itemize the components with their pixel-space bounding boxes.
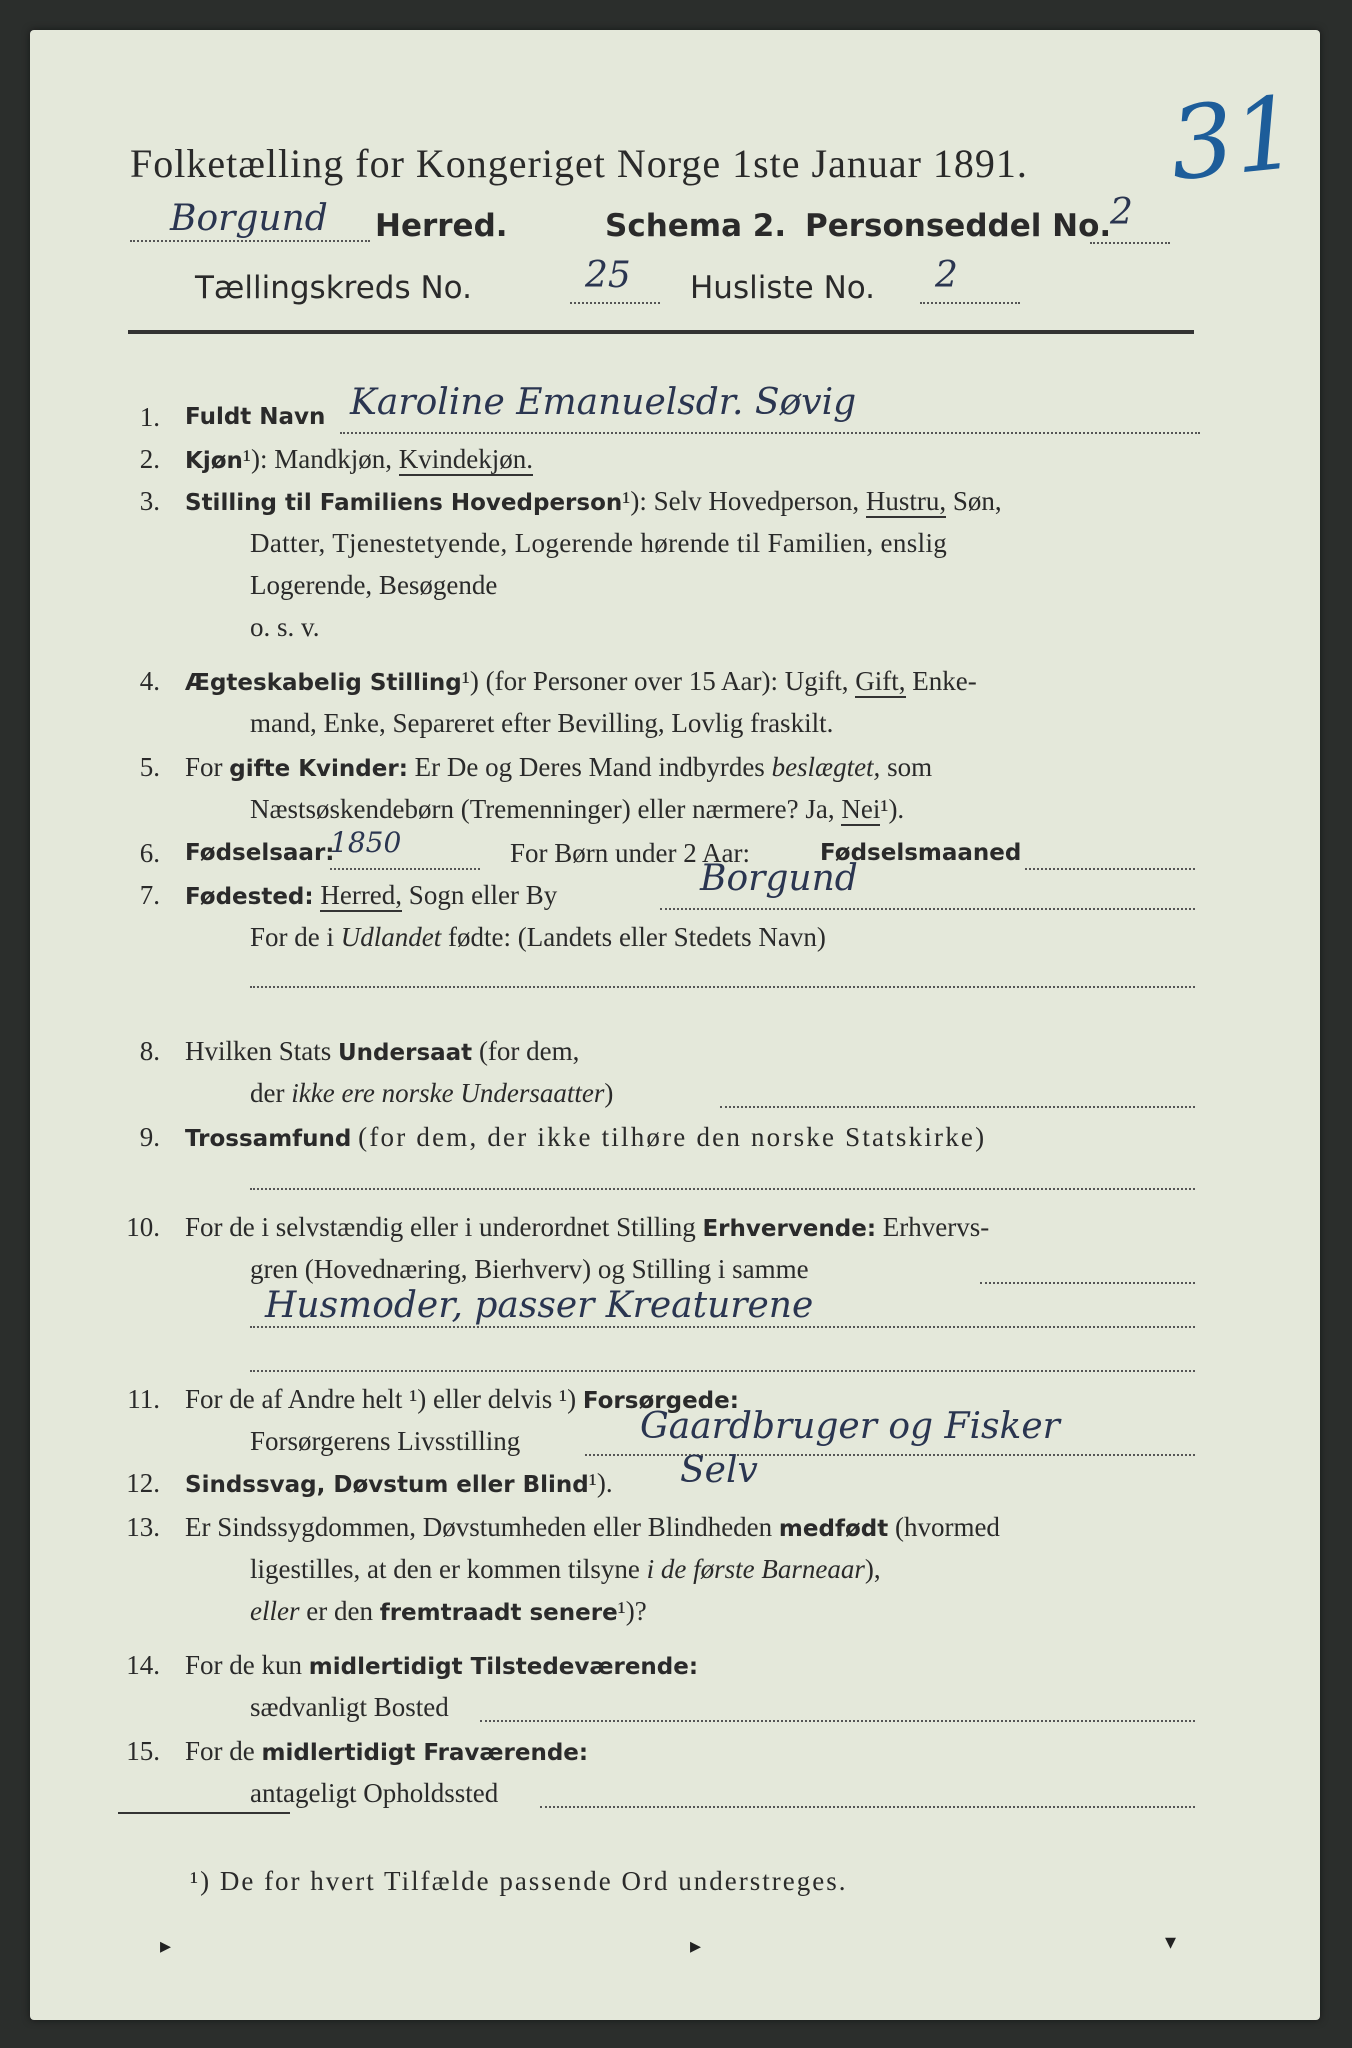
q3-text2: Hustru, xyxy=(865,486,947,516)
q7-value: Borgund xyxy=(700,858,858,899)
q5-label-a: For xyxy=(185,752,223,782)
q8-row1 xyxy=(185,1036,579,1067)
q11-value: Gaardbruger og Fisker xyxy=(640,1406,1060,1447)
q10-text1: For de i selvstændig eller i underordnet Stilling xyxy=(185,1212,696,1242)
q13-row3 xyxy=(250,1596,647,1627)
husliste-value: 2 xyxy=(935,255,958,296)
q5-text1-end: som xyxy=(887,752,933,782)
q13-number: 13. xyxy=(126,1512,160,1542)
q10-number: 10. xyxy=(126,1212,160,1242)
q5-text1-italic: beslægtet, xyxy=(771,752,881,782)
kreds-dotline xyxy=(570,302,660,304)
q11-number: 11. xyxy=(127,1384,160,1414)
q10-line2: gren (Hovednæring, Bierhverv) og Stilling i samme xyxy=(250,1254,809,1284)
q4-sup: ¹) xyxy=(461,666,479,696)
herred-value: Borgund xyxy=(170,198,328,239)
q8-number: 8. xyxy=(139,1036,160,1066)
q13-line3a: er den xyxy=(306,1596,373,1626)
q13-line3b: fremtraadt senere xyxy=(379,1600,618,1626)
q13-line2i: i de første Barneaar xyxy=(646,1554,865,1584)
q12-value: Selv xyxy=(680,1450,758,1491)
q2-text2: Kvindekjøn. xyxy=(398,444,533,474)
q9-row1 xyxy=(185,1122,986,1153)
census-form-page xyxy=(30,30,1320,2020)
q14-dotline xyxy=(480,1720,1195,1722)
q9-number: 9. xyxy=(139,1122,160,1152)
form-title: Folketælling for Kongeriget Norge 1ste Januar 1891. xyxy=(130,141,1028,186)
q10-label: Erhvervende: xyxy=(702,1216,877,1242)
schema-label: Schema 2. xyxy=(605,208,787,244)
footnote: ¹) De for hvert Tilfælde passende Ord understreges. xyxy=(190,1866,848,1896)
q5-line2: Næstsøskendebørn (Tremenninger) eller nærmere? Ja, xyxy=(250,794,835,824)
q7-row1 xyxy=(185,880,557,911)
q10-dotline-2 xyxy=(250,1326,1195,1328)
kreds-value: 25 xyxy=(585,255,631,296)
q13-row1 xyxy=(185,1512,1000,1543)
q13-line3i: eller xyxy=(250,1596,300,1626)
kreds-label: Tællingskreds No. xyxy=(195,270,472,306)
q1-value: Karoline Emanuelsdr. Søvig xyxy=(350,382,857,423)
q13-label: medfødt xyxy=(778,1516,889,1542)
footnote-rule xyxy=(118,1812,290,1814)
q7-row2 xyxy=(250,922,826,953)
q11-text1: For de af Andre helt xyxy=(185,1384,403,1414)
q7-line2b: fødte: (Landets eller Stedets Navn) xyxy=(448,922,826,952)
q8-line2i: ikke ere norske Undersaatter xyxy=(291,1078,605,1108)
q14-text1: For de kun xyxy=(185,1650,302,1680)
personseddel-value: 2 xyxy=(1110,192,1133,233)
q4-text1: (for Personer over 15 Aar): Ugift, xyxy=(485,666,849,696)
q7-label: Fødested: xyxy=(185,884,314,910)
q3-label: Stilling til Familiens Hovedperson xyxy=(185,490,623,516)
q8-row2: der ikke ere norske Undersaatter) xyxy=(250,1078,614,1108)
q2-text1: Mandkjøn, xyxy=(274,444,392,474)
q7-dotline xyxy=(660,908,1195,910)
q2-label: Kjøn xyxy=(185,448,243,474)
corner-mark-right: ▾ xyxy=(1165,1930,1177,1955)
q15-text1: For de xyxy=(185,1736,255,1766)
q15-number: 15. xyxy=(126,1736,160,1766)
q10-dotline-1 xyxy=(980,1282,1195,1284)
q12-number: 12. xyxy=(126,1468,160,1498)
q6-dotline-2 xyxy=(1025,868,1195,870)
q7-dotline-2 xyxy=(250,986,1195,988)
q14-row1 xyxy=(185,1650,698,1681)
q14-label: midlertidigt Tilstedeværende: xyxy=(308,1654,699,1680)
q3-row1 xyxy=(185,486,1002,517)
q10-text2: Erhvervs- xyxy=(882,1212,990,1242)
q4-line2: mand, Enke, Separeret efter Bevilling, Lovlig fraskilt. xyxy=(250,708,834,738)
personseddel-dotline xyxy=(1090,242,1170,244)
q11-dotline xyxy=(585,1454,1195,1456)
q12-label: Sindssvag, Døvstum eller Blind xyxy=(185,1472,589,1498)
q9-label: Trossamfund xyxy=(185,1126,352,1152)
q3-text3: Søn, xyxy=(952,486,1002,516)
q10-value: Husmoder, passer Kreaturene xyxy=(265,1285,814,1326)
q2-number: 2. xyxy=(139,444,160,474)
q3-sup: ¹): xyxy=(622,486,647,516)
q4-text2: Gift, xyxy=(855,666,906,696)
header-rule xyxy=(128,330,1194,334)
q5-row2 xyxy=(250,794,904,825)
q13-line2b: ), xyxy=(864,1554,881,1584)
q5-number: 5. xyxy=(139,752,160,782)
q8-dotline xyxy=(720,1106,1195,1108)
q3-number: 3. xyxy=(139,486,160,516)
q8-text2: (for dem, xyxy=(478,1036,580,1066)
q4-row1 xyxy=(185,666,977,697)
q7-number: 7. xyxy=(139,880,160,910)
q7-line2i: Udlandet xyxy=(340,922,442,952)
q15-row1 xyxy=(185,1736,588,1767)
q10-dotline-3 xyxy=(250,1370,1195,1372)
husliste-dotline xyxy=(920,302,1020,304)
q2-sup: ¹): xyxy=(242,444,268,474)
husliste-label: Husliste No. xyxy=(690,270,876,306)
q13-row2 xyxy=(250,1554,881,1585)
herred-dotline xyxy=(130,240,370,242)
q5-text1: Er De og Deres Mand indbyrdes xyxy=(414,752,765,782)
q11-label: Forsørgede: xyxy=(582,1388,739,1414)
q11-text2: eller delvis xyxy=(433,1384,553,1414)
q15-line2: antageligt Opholdssted xyxy=(250,1778,499,1808)
q4-number: 4. xyxy=(139,666,160,696)
corner-mark-center: ▸ xyxy=(690,1934,702,1959)
q13-line3c: ¹)? xyxy=(617,1596,647,1626)
q9-text1: (for dem, der ikke tilhøre den norske Statskirke) xyxy=(358,1122,987,1152)
q8-line2a: der xyxy=(250,1078,285,1108)
q15-label: midlertidigt Fraværende: xyxy=(261,1740,589,1766)
q14-line2: sædvanligt Bosted xyxy=(250,1692,449,1722)
q7-herred: Herred, xyxy=(320,880,403,910)
q10-row1 xyxy=(185,1212,989,1243)
q13-line2a: ligestilles, at den er kommen tilsyne xyxy=(250,1554,640,1584)
q4-label: Ægteskabelig Stilling xyxy=(185,670,462,696)
q5-row1 xyxy=(185,752,932,783)
q3-text1: Selv Hovedperson, xyxy=(653,486,860,516)
q11-line2: Forsørgerens Livsstilling xyxy=(250,1426,521,1456)
herred-label: Herred. xyxy=(375,208,508,244)
q4-text3: Enke- xyxy=(912,666,977,696)
q3-line3: Logerende, Besøgende xyxy=(250,570,498,600)
q12-sup: ¹). xyxy=(588,1468,613,1498)
q6-label2: Fødselsmaaned xyxy=(820,840,1022,866)
q1-number: 1. xyxy=(139,402,160,432)
q11-row1: For de af Andre helt ¹) eller delvis ¹) Forsørgede: xyxy=(185,1384,739,1414)
personseddel-label: Personseddel No. xyxy=(805,208,1112,244)
q1-label: Fuldt Navn xyxy=(185,404,326,430)
q5-label-b: gifte Kvinder: xyxy=(229,756,408,782)
q6-value: 1850 xyxy=(330,826,402,859)
q1-dotline xyxy=(340,432,1200,434)
q2-row xyxy=(185,444,533,475)
q7-line2a: For de i xyxy=(250,922,334,952)
q6-dotline-1 xyxy=(330,868,480,870)
q13-text1: Er Sindssygdommen, Døvstumheden eller Blindheden xyxy=(185,1512,773,1542)
q3-line2: Datter, Tjenestetyende, Logerende hørende til Familien, enslig xyxy=(250,528,948,558)
q7-text1: Sogn eller By xyxy=(408,880,558,910)
q13-text2: (hvormed xyxy=(894,1512,1000,1542)
handwritten-page-number: 31 xyxy=(1164,73,1304,204)
q3-line4: o. s. v. xyxy=(250,612,320,642)
q8-text1: Hvilken Stats xyxy=(185,1036,332,1066)
q5-nei: Nei xyxy=(841,794,881,824)
q8-label: Undersaat xyxy=(338,1040,473,1066)
corner-mark-left: ▸ xyxy=(160,1934,172,1959)
q12-row1 xyxy=(185,1468,613,1499)
q6-number: 6. xyxy=(139,838,160,868)
q9-dotline xyxy=(250,1188,1195,1190)
q6-label: Fødselsaar: xyxy=(185,840,335,866)
q6-text2: For Børn under 2 Aar: xyxy=(510,838,750,868)
q5-line2-end: ¹). xyxy=(880,794,905,824)
q15-dotline xyxy=(540,1806,1195,1808)
q14-number: 14. xyxy=(126,1650,160,1680)
